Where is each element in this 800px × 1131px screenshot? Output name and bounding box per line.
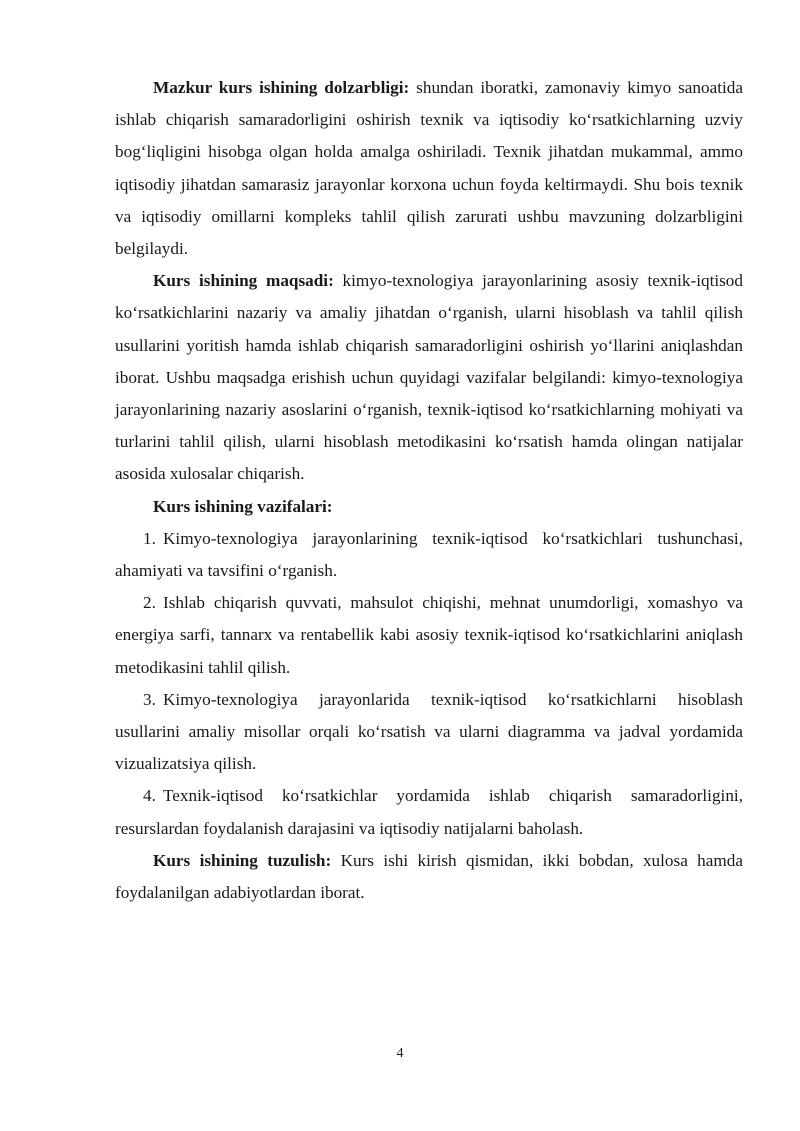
task-item: [115, 523, 743, 587]
page-content: [115, 72, 743, 909]
task-item: [115, 684, 743, 781]
structure-text: Kurs ishi kirish qismidan, ikki bobdan, xulosa hamda foydalanilgan adabiyotlardan iborat.: [115, 850, 743, 903]
task-number: 2.: [143, 593, 156, 613]
task-item: [115, 780, 743, 844]
task-text: Kimyo-texnologiya jarayonlarining texnik-iqtisod ko‘rsatkichlari tushunchasi, ahamiyati va tavsifini o‘rganish.: [115, 528, 743, 581]
structure-heading: Kurs ishining tuzulish:: [153, 850, 332, 870]
task-number: 3.: [143, 689, 156, 709]
task-text: Ishlab chiqarish quvvati, mahsulot chiqishi, mehnat unumdorligi, xomashyo va energiya sarfi, tannarx va rentabellik kabi asosiy texnik-iqtisod ko‘rsatkichlarini aniqlash metodikasini tahlil qilish.: [115, 593, 743, 677]
structure-paragraph: [115, 845, 743, 909]
relevance-heading: Mazkur kurs ishining dolzarbligi:: [153, 78, 410, 97]
tasks-heading: Kurs ishining vazifalari:: [153, 496, 333, 516]
goal-paragraph: [115, 265, 743, 490]
page-number: 4: [396, 1046, 404, 1061]
task-text: Kimyo-texnologiya jarayonlarida texnik-iqtisod ko‘rsatkichlarni hisoblash usullarini amaliy misollar orqali ko‘rsatish va ularni diagramma va jadval yordamida vizualizatsiya qilish.: [115, 689, 743, 774]
tasks-heading-paragraph: [115, 491, 743, 523]
task-text: Texnik-iqtisod ko‘rsatkichlar yordamida ishlab chiqarish samaradorligini, resurslardan foydalanish darajasini va iqtisodiy natijalarni baholash.: [115, 786, 743, 838]
task-item: [115, 587, 743, 684]
task-number: 4.: [143, 786, 156, 806]
goal-heading: Kurs ishining maqsadi:: [153, 271, 334, 291]
goal-text: kimyo-texnologiya jarayonlarining asosiy texnik-iqtisod ko‘rsatkichlarini nazariy va amaliy jihatdan o‘rganish, ularni hisoblash va tahlil qilish usullarini yoritish hamda ishlab chiqarish samaradorligini oshirish yo‘llarini aniqlashdan iborat. Ushbu maqsadga erishish uchun quyidagi vazifalar belgilandi: kimyo-texnologiya jarayonlarining nazariy asoslarini o‘rganish, texnik-iqtisod ko‘rsatkichlarning mohiyati va turlarini tahlil qilish, ularni hisoblash metodikasini ko‘rsatish hamda olingan natijalar asosida xulosalar chiqarish.: [115, 271, 743, 484]
relevance-text: shundan iboratki, zamonaviy kimyo sanoatida ishlab chiqarish samaradorligini oshirish texnik va iqtisodiy ko‘rsatkichlarning uzviy bog‘liqligini hisobga olgan holda amalga oshiriladi. Texnik jihatdan mukammal, ammo iqtisodiy jihatdan samarasiz jarayonlar korxona uchun foyda keltirmaydi. Shu bois texnik va iqtisodiy omillarni kompleks tahlil qilish zarurati ushbu mavzuning dolzarbligini belgilaydi.: [115, 78, 743, 259]
task-number: 1.: [143, 528, 156, 548]
relevance-paragraph: [115, 72, 743, 265]
